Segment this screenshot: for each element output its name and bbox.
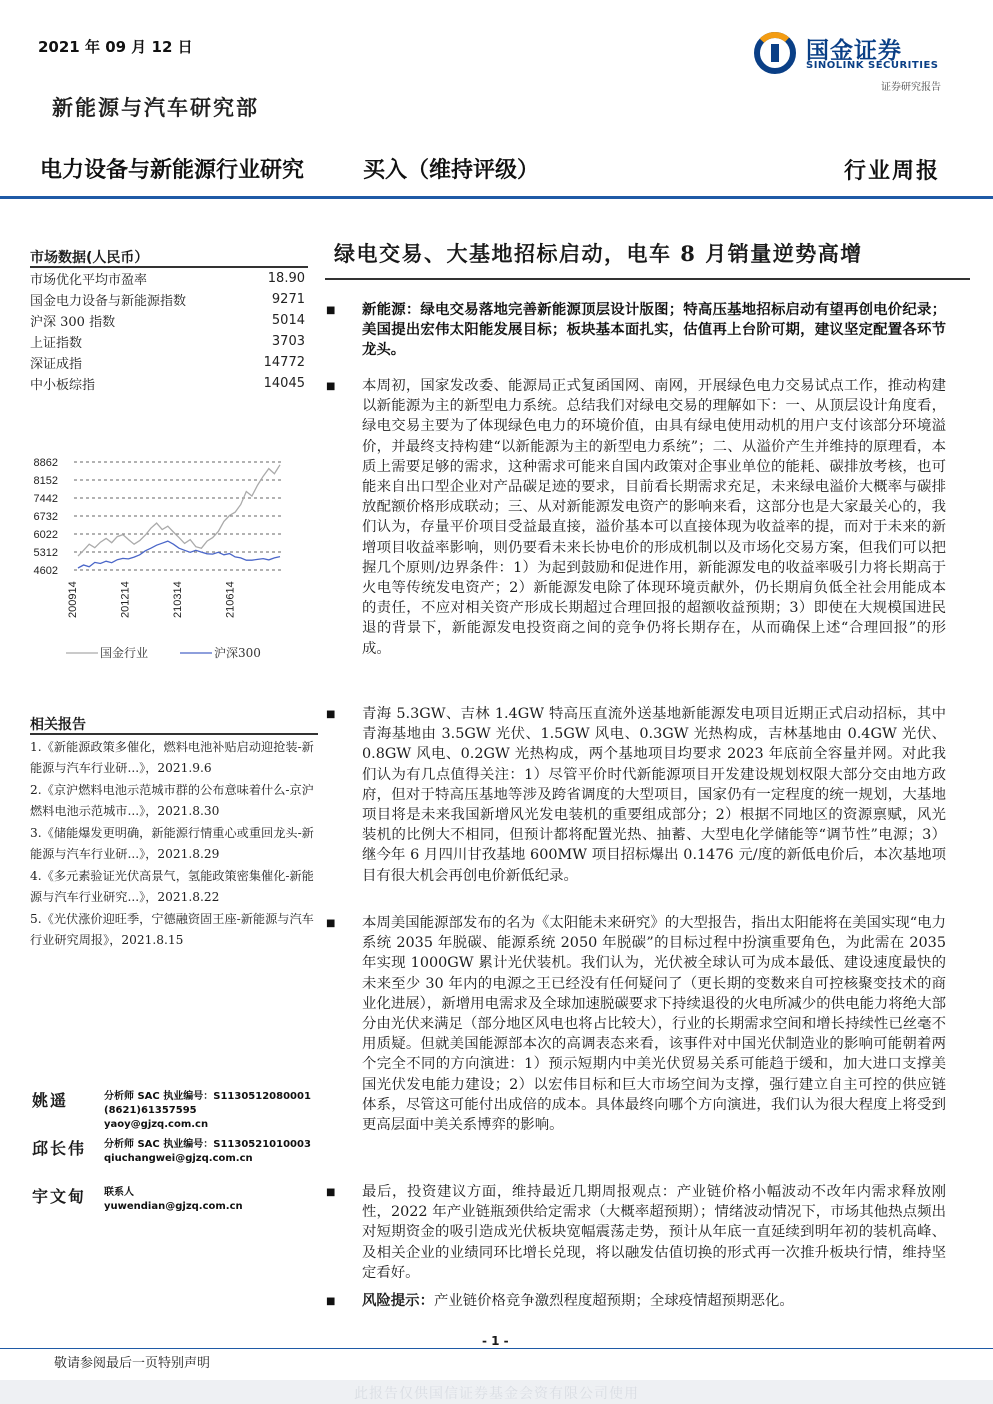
market-label: 中小板综指 [30,378,96,393]
market-value: 14772 [263,355,305,370]
company-logo [754,28,954,98]
related-reports-list [30,737,320,952]
market-data-table [30,268,308,394]
market-label: 市场优化平均市盈率 [30,273,148,288]
market-value: 14045 [263,376,305,391]
y-tick-label: 8152 [33,475,58,487]
report-headline: 绿电交易、大基地招标启动，电车 8 月销量逆势高增 [334,241,863,266]
analyst-phone: (8621)61357595 [104,1105,197,1116]
related-report-link[interactable]: 2.《京沪燃料电池示范城市群的公布意味着什么-京沪燃料电池示范城市...》，2021.8.30 [30,783,314,818]
y-tick-label: 6732 [33,511,58,523]
bullet-square-icon: ■ [326,1187,336,1198]
disclaimer-note: 敬请参阅最后一页特别声明 [54,1356,211,1371]
body-paragraph: 本周美国能源部发布的名为《太阳能未来研究》的大型报告，指出太阳能将在美国实现“电力系统 2035 年脱碳、能源系统 2050 年脱碳”的目标过程中扮演重要角色，为此需在 2035 年实现 1000GW 累计光伏装机。我们认为，光伏被全球认可为成本最低、建设速度最快的未来至少 30 年内的电源之王已经没有任何疑问了（更长期的变数来自可控核聚变技术的商业化进展），新增用电需求及全球加速脱碳要求下持续退役的火电所减少的供电能力将绝大部分由光伏来满足（部分地区风电也将占比较大），行业的长期需求空间和增长持续性已丝毫不用质疑。但就美国能源部本次的高调表态来看，该事件对中国光伏制造业的影响可能朝着两个完全不同的方向演进：1）预示短期内中美光伏贸易关系可能趋于缓和，加大进口支撑美国光伏发电能力建设；2）以宏伟目标和巨大市场空间为支撑，强行建立自主可控的供应链体系，尽管这可能付出成倍的成本。具体最终向哪个方向演进，我们认为很大程度上将受到更高层面中美关系博弈的影响。 [362,915,946,1134]
logo-ring-icon [754,32,796,74]
related-reports-title: 相关报告 [30,717,86,733]
x-tick-label: 200914 [67,581,79,618]
market-value: 5014 [271,313,305,328]
market-label: 深证成指 [30,357,83,372]
department-name: 新能源与汽车研究部 [52,95,259,120]
logo-name-cn: 国金证券 [806,38,902,64]
market-row [30,268,308,289]
header-divider [0,196,993,199]
watermark-text: 此报告仅供国信证券基金会资有限公司使用 [354,1386,639,1402]
market-row [30,352,308,373]
market-label: 国金电力设备与新能源指数 [30,294,187,309]
report-date: 2021 年 09 月 12 日 [38,38,193,56]
report-type: 行业周报 [843,158,940,184]
logo-tagline: 证券研究报告 [881,82,941,93]
analyst-name: 宇文甸 [32,1187,87,1206]
y-tick-label: 5312 [33,547,58,559]
analyst-info [104,1186,243,1214]
related-reports-divider [30,733,318,735]
market-value: 18.90 [267,271,305,286]
analyst-sac-id: 分析师 SAC 执业编号：S1130521010003 [104,1139,311,1150]
market-label: 上证指数 [30,336,83,351]
risk-text: 产业链价格竞争激烈程度超预期；全球疫情超预期恶化。 [433,1293,794,1309]
bullet-square-icon: ■ [326,381,336,392]
market-row [30,331,308,352]
y-tick-label: 4602 [33,565,58,577]
y-tick-label: 8862 [33,457,58,469]
market-value: 3703 [271,334,305,349]
legend-label: 沪深300 [214,646,261,660]
footer-divider [0,1348,993,1349]
market-label: 沪深 300 指数 [30,315,116,330]
headline-divider [325,278,970,280]
related-report-link[interactable]: 3.《储能爆发更明确，新能源行情重心或重回龙头-新能源与汽车行业研...》，2021.8.29 [30,826,314,861]
y-tick-label: 7442 [33,493,58,505]
market-row [30,289,308,310]
market-value: 9271 [271,292,305,307]
analyst-email[interactable]: yuwendian@gjzq.com.cn [104,1201,243,1212]
analyst-email[interactable]: yaoy@gjzq.com.cn [104,1119,209,1130]
market-data-title: 市场数据(人民币） [30,250,149,266]
series-line [78,541,280,568]
risk-paragraph [362,1291,946,1311]
analyst-email[interactable]: qiuchangwei@gjzq.com.cn [104,1153,253,1164]
market-row [30,310,308,331]
page-number: - 1 - [482,1334,509,1348]
body-paragraph: 本周初，国家发改委、能源局正式复函国网、南网，开展绿色电力交易试点工作，推动构建以新能源为主的新型电力系统。总结我们对绿电交易的理解如下：一、从顶层设计角度看，绿电交易主要为了体现绿色电力的环境价值，由具有绿电使用动机的用户支付该部分环境溢价，并最终支持构建“以新能源为主的新型电力系统”；二、从溢价产生并维持的原理看，本质上需要足够的需求，这种需求可能来自国内政策对企事业单位的能耗、碳排放考核，也可能来自出口型企业对产品碳足迹的要求，目前看长期需求充足，未来绿电溢价大概率与碳排放配额价格形成联动；三、从对新能源发电资产的影响来看，这部分也是大家最关心的，我们认为，存量平价项目受益最直接，溢价基本可以直接体现为收益率的提，而对于未来的新增项目收益率影响，则仍要看未来长协电价的形成机制以及市场化交易方案，但我们可以把握几个原则/边界条件：1）为起到鼓励和促进作用，新能源发电的收益率吸引力将长期高于火电等传统发电资产；2）新能源发电除了体现环境贡献外，仍长期肩负低全社会用能成本的责任，不应对相关资产形成长期超过合理回报的超额收益预期；3）即使在大规模国进民退的背景下，新能源发电投资商之间的竞争仍将长期存在，从而确保上述“合理回报”的形成。 [362,378,946,657]
bullet-square-icon: ■ [326,918,336,929]
risk-label: 风险提示： [362,1292,434,1309]
bullet-square-icon: ■ [326,305,336,316]
related-report-link[interactable]: 1.《新能源政策多催化，燃料电池补贴启动迎抢装-新能源与汽车行业研...》，2021.9.6 [30,740,314,775]
x-tick-label: 210614 [224,581,237,618]
related-report-link[interactable]: 4.《多元素验证光伏高景气，氢能政策密集催化-新能源与汽车行业研究...》，2021.8.22 [30,869,314,904]
analyst-sac-id: 分析师 SAC 执业编号：S1130512080001 [104,1091,311,1102]
analyst-role: 联系人 [104,1187,134,1198]
body-paragraph: 最后，投资建议方面，维持最近几期周报观点：产业链价格小幅波动不改年内需求释放刚性，2022 年产业链瓶颈供给定需求（大概率超预期）；情绪波动情况下，市场其他热点频出对短期资金的吸引造成光伏板块宽幅震荡走势，预计从年底一直延续到明年初的装机高峰、及相关企业的业绩同环比增长兑现，将以融发估值切换的形式再一次推升板块行情，维持坚定看好。 [362,1184,946,1281]
analyst-info [104,1138,311,1166]
analyst-info [104,1090,311,1132]
bullet-square-icon: ■ [326,1296,336,1307]
legend-label: 国金行业 [100,646,149,660]
x-tick-label: 210314 [172,581,184,618]
y-tick-label: 6022 [33,529,58,541]
summary-paragraph: 新能源：绿电交易落地完善新能源顶层设计版图；特高压基地招标启动有望再创电价纪录；美国提出宏伟太阳能发展目标；板块基本面扎实，估值再上台阶可期，建议坚定配置各环节龙头。 [362,301,946,359]
body-paragraph: 青海 5.3GW、吉林 1.4GW 特高压直流外送基地新能源发电项目近期正式启动招标，其中青海基地由 3.5GW 光伏、1.5GW 风电、0.3GW 光热构成，吉林基地由 0.4GW 光伏、0.8GW 风电、0.2GW 光热构成，两个基地项目均要求 2023 年底前全容量并网。对此我们认为有几点值得关注：1）尽管平价时代新能源项目开发建设规划权限大部分交由地方政府，但对于特高压基地等涉及跨省调度的大型项目，国家仍有一定程度的统一规划，大基地项目将是未来我国新增风光发电装机的重要组成部分；2）根据不同地区的资源禀赋，风光装机的比例大不相同，但预计都将配置光热、抽蓄、大型电化学储能等“调节性”电源；3）继今年 6 月四川甘孜基地 600MW 项目招标爆出 0.1476 元/度的新低电价后，本次基地项目有很大机会再创电价新低纪录。 [362,706,946,884]
report-title: 电力设备与新能源行业研究 [40,158,305,183]
bullet-square-icon: ■ [326,709,336,720]
rating: 买入（维持评级） [363,158,540,183]
related-report-link[interactable]: 5.《光伏涨价迎旺季，宁德融资固王座-新能源与汽车行业研究周报》，2021.8.15 [30,912,314,947]
analyst-name: 邱长伟 [32,1139,87,1158]
x-tick-label: 201214 [119,581,132,618]
analyst-name: 姚遥 [32,1091,69,1110]
logo-name-en: SINOLINK SECURITIES [806,60,939,71]
index-performance-chart [26,448,296,673]
market-row [30,373,308,394]
series-line [78,465,280,556]
